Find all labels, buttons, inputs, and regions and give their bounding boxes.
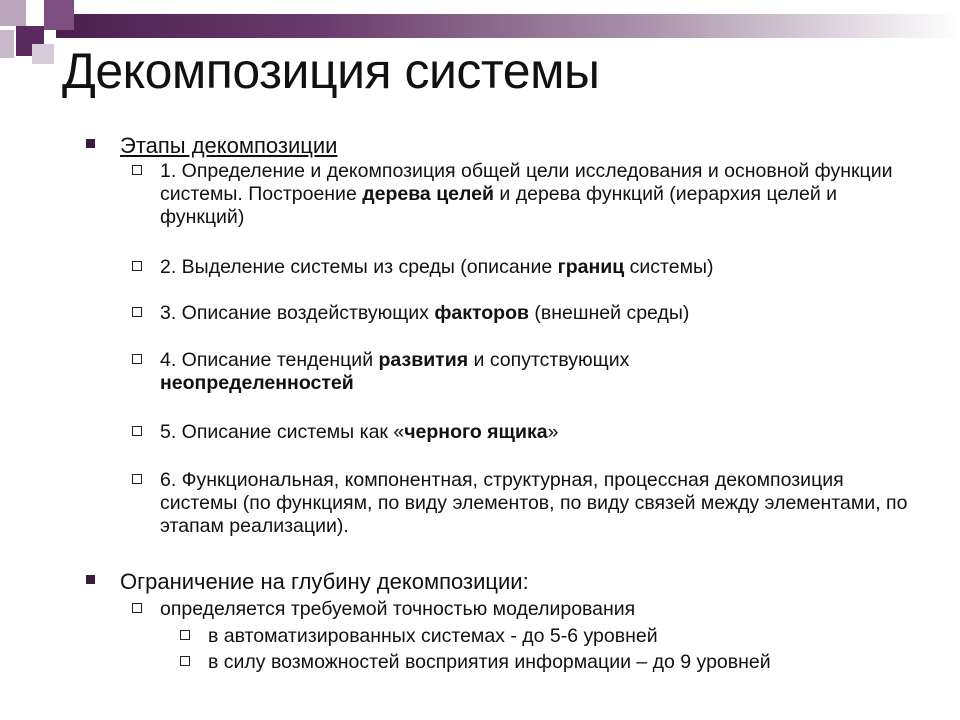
checkbox-bullet-icon [132, 354, 142, 364]
stages-heading: Этапы декомпозиции [120, 133, 338, 158]
checkbox-bullet-icon [132, 603, 142, 613]
stage-item-text: 3. Описание воздействующих факторов (внешней среды) [160, 302, 690, 324]
depth-subitem-text: в автоматизированных системах - до 5-6 уровней [208, 625, 658, 647]
header-square [32, 44, 54, 64]
stage-item-text: 1. Определение и декомпозиция общей цели исследования и основной функции системы. Построение дерева целей и дерева функций (иерархия целей и функций) [160, 160, 893, 228]
stage-item-text: 5. Описание системы как «черного ящика» [160, 421, 559, 443]
header-square [44, 0, 74, 30]
slide-title: Декомпозиция системы [62, 43, 600, 99]
header-square [0, 0, 26, 26]
stage-item-text: 4. Описание тенденций развития и сопутствующих неопределенностей [160, 349, 630, 394]
square-bullet-icon [86, 575, 95, 584]
stage-item-text: 6. Функциональная, компонентная, структурная, процессная декомпозиция системы (по функциям, по виду элементов, по виду связей между элементами, по этапам реализации). [160, 469, 908, 537]
checkbox-bullet-icon [132, 165, 142, 175]
checkbox-bullet-icon [132, 307, 142, 317]
header-square [0, 30, 14, 58]
checkbox-bullet-icon [132, 474, 142, 484]
depth-sub-text: определяется требуемой точностью моделирования [160, 598, 636, 620]
checkbox-bullet-icon [132, 261, 142, 271]
checkbox-bullet-icon [180, 656, 190, 666]
square-bullet-icon [86, 139, 95, 148]
checkbox-bullet-icon [180, 630, 190, 640]
checkbox-bullet-icon [132, 426, 142, 436]
depth-subitem-text: в силу возможностей восприятия информации – до 9 уровней [208, 651, 771, 673]
stage-item-text: 2. Выделение системы из среды (описание границ системы) [160, 256, 714, 278]
depth-heading: Ограничение на глубину декомпозиции: [120, 569, 529, 594]
header-gradient-bar [56, 14, 960, 38]
